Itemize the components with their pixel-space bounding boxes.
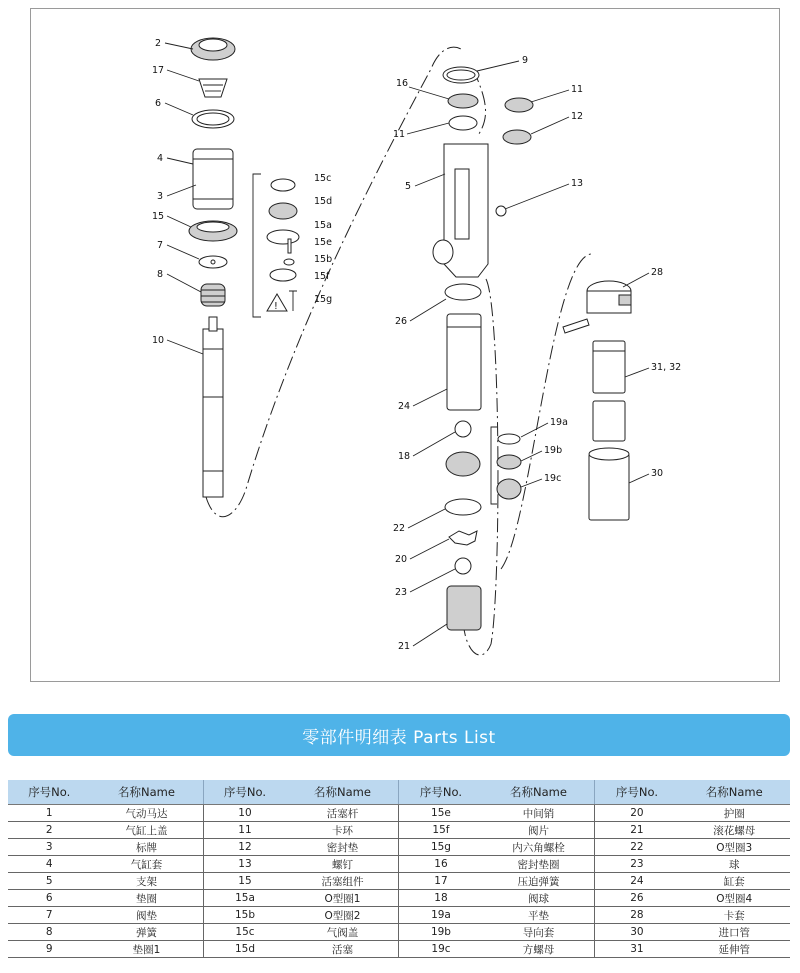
part-name-cell: 活塞 <box>286 941 399 958</box>
part-number-cell: 6 <box>8 890 90 907</box>
part-name-cell: 气缸上盖 <box>90 822 203 839</box>
callout-2: 2 <box>155 38 162 49</box>
callout-9: 9 <box>522 55 529 66</box>
callout-18: 18 <box>398 451 411 462</box>
callout-5: 5 <box>405 181 412 192</box>
part-name-cell: 护圈 <box>678 805 790 822</box>
part-number-cell: 16 <box>399 856 482 873</box>
part-15c <box>271 179 295 191</box>
table-row <box>8 941 790 958</box>
table-header-row <box>8 780 790 805</box>
part-name-cell: O型圈2 <box>286 907 399 924</box>
part-name-cell: O型圈3 <box>678 839 790 856</box>
table-row <box>8 822 790 839</box>
part-number-cell: 20 <box>595 805 678 822</box>
part-name-cell: 内六角螺栓 <box>482 839 595 856</box>
callout-8: 8 <box>157 269 164 280</box>
callout-15a: 15a <box>314 220 332 231</box>
header-no: 序号No. <box>8 780 90 805</box>
table-row <box>8 873 790 890</box>
part-number-cell: 19a <box>399 907 482 924</box>
part-name-cell: 中间销 <box>482 805 595 822</box>
parts-table-body <box>8 805 790 958</box>
callout-15g: 15g <box>314 294 333 305</box>
callout-23: 23 <box>395 587 408 598</box>
part-name-cell: 垫圈1 <box>90 941 203 958</box>
callout-19b: 19b <box>544 445 563 456</box>
part-name-cell: 气缸套 <box>90 856 203 873</box>
header-name: 名称Name <box>286 780 399 805</box>
callout-19a: 19a <box>550 417 568 428</box>
part-19a <box>498 434 520 444</box>
part-number-cell: 15e <box>399 805 482 822</box>
part-name-cell: 方螺母 <box>482 941 595 958</box>
part-name-cell: 螺钉 <box>286 856 399 873</box>
part-30-inlet <box>589 454 629 520</box>
header-name: 名称Name <box>678 780 790 805</box>
part-number-cell: 30 <box>595 924 678 941</box>
part-19c <box>497 479 521 499</box>
part-13-screw <box>496 206 506 216</box>
callout-15b: 15b <box>314 254 333 265</box>
part-name-cell: 密封垫圈 <box>482 856 595 873</box>
part-number-cell: 15g <box>399 839 482 856</box>
part-15g <box>289 291 297 311</box>
part-number-cell: 15d <box>203 941 286 958</box>
part-number-cell: 7 <box>8 907 90 924</box>
callout-24: 24 <box>398 401 411 412</box>
part-name-cell: 阀球 <box>482 890 595 907</box>
callout-15d: 15d <box>314 196 333 207</box>
svg-text:!: ! <box>274 301 278 312</box>
part-number-cell: 19b <box>399 924 482 941</box>
part-22-oring <box>445 499 481 515</box>
part-name-cell: 活塞组件 <box>286 873 399 890</box>
part-name-cell: 压迫弹簧 <box>482 873 595 890</box>
part-11-ring-right <box>505 98 533 112</box>
callout-19c: 19c <box>544 473 562 484</box>
callout-17: 17 <box>152 65 165 76</box>
callout-3: 3 <box>157 191 164 202</box>
callout-6: 6 <box>155 98 162 109</box>
part-name-cell: 延伸管 <box>678 941 790 958</box>
part-number-cell: 18 <box>399 890 482 907</box>
callout-28: 28 <box>651 267 664 278</box>
part-15e <box>288 239 291 253</box>
part-number-cell: 4 <box>8 856 90 873</box>
callout-15: 15 <box>152 211 165 222</box>
callout-12: 12 <box>571 111 584 122</box>
part-15a <box>267 230 299 244</box>
part-number-cell: 31 <box>595 941 678 958</box>
part-16-seal <box>448 94 478 108</box>
part-21-knurled-nut <box>447 586 481 630</box>
part-number-cell: 17 <box>399 873 482 890</box>
part-26-oring <box>445 284 481 300</box>
assembly-path-3 <box>501 254 591 569</box>
part-name-cell: O型圈4 <box>678 890 790 907</box>
part-number-cell: 11 <box>203 822 286 839</box>
part-number-cell: 9 <box>8 941 90 958</box>
callout-15c: 15c <box>314 173 332 184</box>
callout-31-32: 31, 32 <box>651 362 682 373</box>
callout-4: 4 <box>157 153 164 164</box>
callout-21: 21 <box>398 641 411 652</box>
part-name-cell: 活塞杆 <box>286 805 399 822</box>
part-number-cell: 19c <box>399 941 482 958</box>
callout-7: 7 <box>157 240 164 251</box>
part-name-cell: 缸套 <box>678 873 790 890</box>
part-24-sleeve <box>447 314 481 410</box>
part-12-gasket <box>503 130 531 144</box>
part-name-cell: 导向套 <box>482 924 595 941</box>
part-number-cell: 15f <box>399 822 482 839</box>
part-19-valve <box>446 452 480 476</box>
callout-15f: 15f <box>314 271 330 282</box>
part-name-cell: 球 <box>678 856 790 873</box>
exploded-parts-diagram <box>30 8 780 682</box>
part-28-bolt <box>563 319 589 333</box>
part-number-cell: 15 <box>203 873 286 890</box>
part-number-cell: 3 <box>8 839 90 856</box>
callout-13: 13 <box>571 178 584 189</box>
part-name-cell: 密封垫 <box>286 839 399 856</box>
part-name-cell: 弹簧 <box>90 924 203 941</box>
part-name-cell: O型圈1 <box>286 890 399 907</box>
callout-15e: 15e <box>314 237 332 248</box>
header-no: 序号No. <box>203 780 286 805</box>
part-number-cell: 10 <box>203 805 286 822</box>
part-name-cell: 平垫 <box>482 907 595 924</box>
table-row <box>8 907 790 924</box>
callout-20: 20 <box>395 554 408 565</box>
part-11-ring <box>449 116 477 130</box>
assembly-path-1 <box>206 47 461 517</box>
part-10-rod <box>203 329 223 497</box>
callout-11-right: 11 <box>571 84 584 95</box>
part-number-cell: 15b <box>203 907 286 924</box>
part-23-ball <box>455 558 471 574</box>
header-no: 序号No. <box>399 780 482 805</box>
subassembly-bracket <box>253 174 261 317</box>
part-15f <box>270 269 296 281</box>
table-row <box>8 856 790 873</box>
table-row <box>8 924 790 941</box>
part-number-cell: 8 <box>8 924 90 941</box>
part-number-cell: 12 <box>203 839 286 856</box>
diagram-drawing <box>31 9 779 681</box>
header-name: 名称Name <box>482 780 595 805</box>
callout-16: 16 <box>396 78 409 89</box>
part-name-cell: 气阀盖 <box>286 924 399 941</box>
part-number-cell: 13 <box>203 856 286 873</box>
part-name-cell: 气动马达 <box>90 805 203 822</box>
part-number-cell: 15c <box>203 924 286 941</box>
part-19b <box>497 455 521 469</box>
header-no: 序号No. <box>595 780 678 805</box>
part-15d <box>269 203 297 219</box>
callout-11: 11 <box>393 129 406 140</box>
part-17-spring <box>199 79 227 97</box>
part-name-cell: 卡环 <box>286 822 399 839</box>
table-row <box>8 839 790 856</box>
part-number-cell: 2 <box>8 822 90 839</box>
part-name-cell: 垫圈 <box>90 890 203 907</box>
callout-26: 26 <box>395 316 408 327</box>
part-name-cell: 阀垫 <box>90 907 203 924</box>
part-number-cell: 21 <box>595 822 678 839</box>
part-number-cell: 5 <box>8 873 90 890</box>
part-name-cell: 阀片 <box>482 822 595 839</box>
banner-title: 零部件明细表 Parts List <box>302 727 496 748</box>
part-31-32-tube <box>593 341 625 393</box>
part-number-cell: 26 <box>595 890 678 907</box>
part-name-cell: 进口管 <box>678 924 790 941</box>
header-name: 名称Name <box>90 780 203 805</box>
part-number-cell: 22 <box>595 839 678 856</box>
part-18-ball <box>455 421 471 437</box>
part-3-cylinder <box>193 149 233 209</box>
table-row <box>8 805 790 822</box>
part-number-cell: 1 <box>8 805 90 822</box>
part-15b <box>284 259 294 265</box>
part-number-cell: 28 <box>595 907 678 924</box>
callout-10: 10 <box>152 335 165 346</box>
table-row <box>8 890 790 907</box>
part-8-spring <box>201 284 225 306</box>
part-name-cell: 滚花螺母 <box>678 822 790 839</box>
valve-bracket <box>491 427 497 504</box>
callout-22: 22 <box>393 523 406 534</box>
part-name-cell: 卡套 <box>678 907 790 924</box>
part-20-retainer <box>449 531 477 545</box>
part-number-cell: 24 <box>595 873 678 890</box>
part-number-cell: 23 <box>595 856 678 873</box>
parts-list-banner <box>8 714 790 756</box>
callout-30: 30 <box>651 468 664 479</box>
part-name-cell: 标牌 <box>90 839 203 856</box>
parts-table <box>8 780 790 958</box>
part-name-cell: 支架 <box>90 873 203 890</box>
part-number-cell: 15a <box>203 890 286 907</box>
